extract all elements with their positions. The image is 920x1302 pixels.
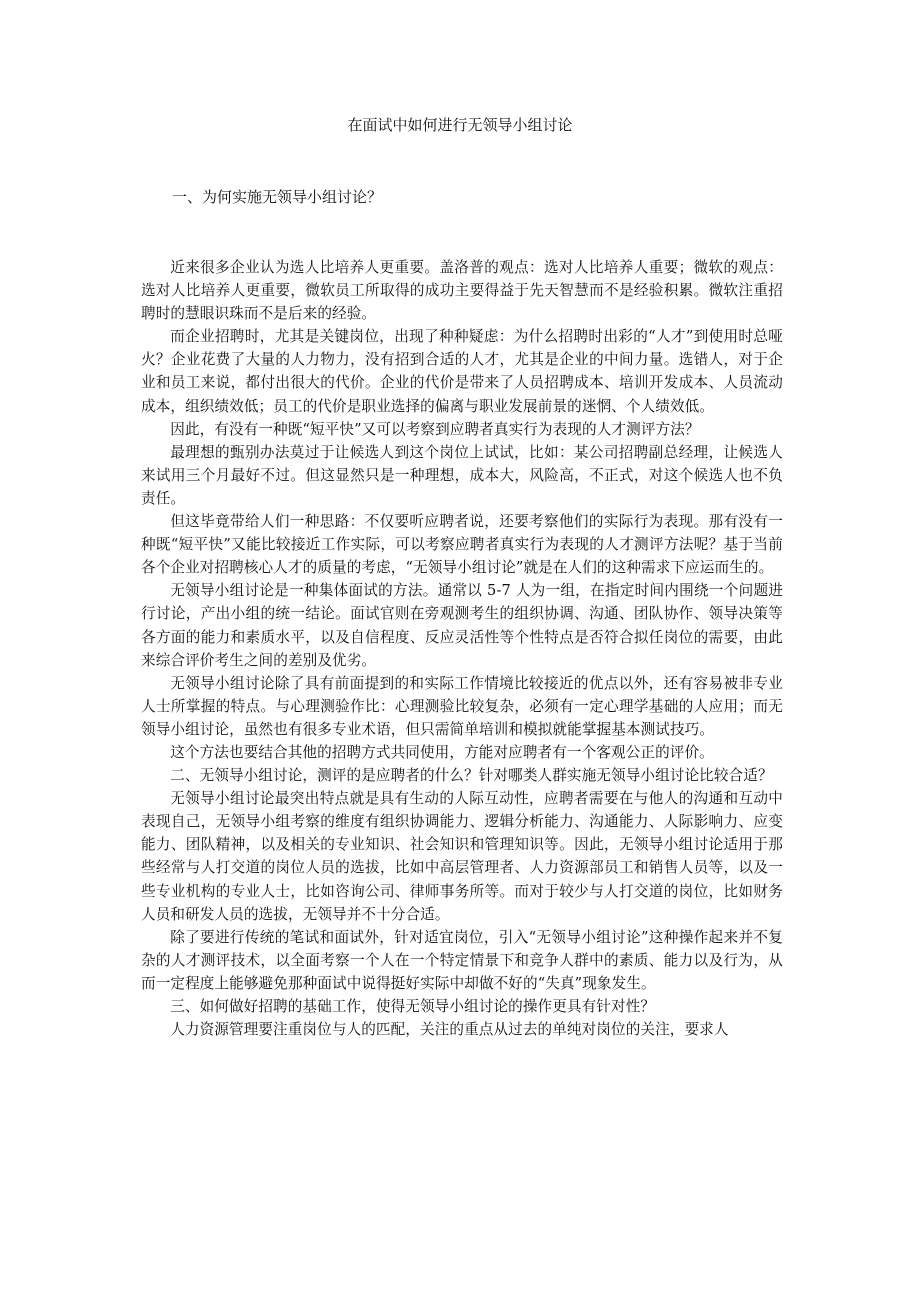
document-body (141, 256, 783, 1041)
paragraph: 因此，有没有一种既“短平快”又可以考察到应聘者真实行为表现的人才测评方法？ (170, 420, 700, 438)
paragraph: 而企业招聘时，尤其是关键岗位，出现了种种疑虑：为什么招聘时出彩的“人才”到使用时总哑火？企业花费了大量的人力物力，没有招到合适的人才，尤其是企业的中间力量。选错人，对于企业和员工来说，都付出很大的代价。企业的代价是带来了人员招聘成本、培训开发成本、人员流动成本，组织绩效低；员工的代价是职业选择的偏离与职业发展前景的迷惘、个人绩效低。 (141, 328, 783, 415)
paragraph: 人力资源管理要注重岗位与人的匹配，关注的重点从过去的单纯对岗位的关注，要求人 (170, 1021, 729, 1039)
paragraph: 无领导小组讨论除了具有前面提到的和实际工作情境比较接近的优点以外，还有容易被非专业人士所掌握的特点。与心理测验作比：心理测验比较复杂，必须有一定心理学基础的人应用；而无领导小组讨论，虽然也有很多专业术语，但只需简单培训和模拟就能掌握基本测试技巧。 (141, 674, 783, 738)
section-heading-1: 一、为何实施无领导小组讨论？ (172, 188, 383, 206)
paragraph: 但这毕竟带给人们一种思路：不仅要听应聘者说，还要考察他们的实际行为表现。那有没有一种既“短平快”又能比较接近工作实际，可以考察应聘者真实行为表现的人才测评方法呢？基于当前各个企业对招聘核心人才的质量的考虑，“无领导小组讨论”就是在人们的这种需求下应运而生的。 (141, 513, 783, 577)
section-heading-2: 二、无领导小组讨论，测评的是应聘者的什么？针对哪类人群实施无领导小组讨论比较合适？ (170, 767, 773, 785)
section-heading-3: 三、如何做好招聘的基础工作，使得无领导小组讨论的操作更具有针对性？ (170, 998, 656, 1015)
document-title: 在面试中如何进行无领导小组讨论 (347, 116, 573, 134)
paragraph: 这个方法也要结合其他的招聘方式共同使用，方能对应聘者有一个客观公正的评价。 (170, 743, 714, 761)
paragraph: 近来很多企业认为选人比培养人更重要。盖洛普的观点：选对人比培养人重要；微软的观点：选对人比培养人更重要，微软员工所取得的成功主要得益于先天智慧而不是经验积累。微软注重招聘时的慧眼识珠而不是后来的经验。 (141, 259, 783, 323)
paragraph: 无领导小组讨论最突出特点就是具有生动的人际互动性，应聘者需要在与他人的沟通和互动中表现自己，无领导小组考察的维度有组织协调能力、逻辑分析能力、沟通能力、人际影响力、应变能力、团队精神，以及相关的专业知识、社会知识和管理知识等。因此，无领导小组讨论适用于那些经常与人打交道的岗位人员的选拔，比如中高层管理者、人力资源部员工和销售人员等，以及一些专业机构的专业人士，比如咨询公司、律师事务所等。而对于较少与人打交道的岗位，比如财务人员和研发人员的选拔，无领导并不十分合适。 (141, 790, 783, 923)
paragraph: 除了要进行传统的笔试和面试外，针对适宜岗位，引入“无领导小组讨论”这种操作起来并不复杂的人才测评技术，以全面考察一个人在一个特定情景下和竞争人群中的素质、能力以及行为，从而一定程度上能够避免那种面试中说得挺好实际中却做不好的“失真”现象发生。 (141, 928, 783, 992)
paragraph: 最理想的甄别办法莫过于让候选人到这个岗位上试试，比如：某公司招聘副总经理，让候选人来试用三个月最好不过。但这显然只是一种理想，成本大，风险高，不正式，对这个候选人也不负责任。 (141, 443, 783, 507)
paragraph: 无领导小组讨论是一种集体面试的方法。通常以 5-7 人为一组，在指定时间内围绕一个问题进行讨论，产出小组的统一结论。面试官则在旁观测考生的组织协调、沟通、团队协作、领导决策等各方面的能力和素质水平，以及自信程度、反应灵活性等个性特点是否符合拟任岗位的需要，由此来综合评价考生之间的差别及优劣。 (141, 582, 783, 669)
